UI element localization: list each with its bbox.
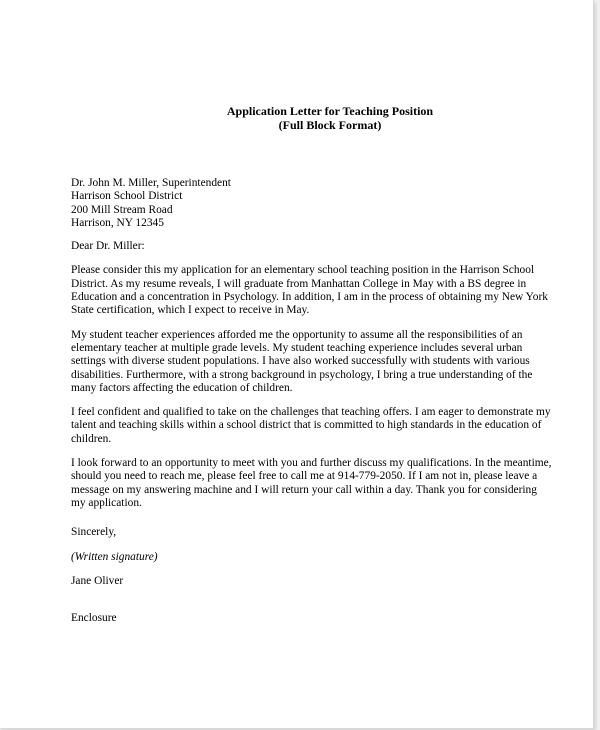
paragraph-line: State certification, which I expect to receive in May. xyxy=(71,304,310,317)
paragraph-line: should you need to reach me, please feel free to call me at 914-779-2050. If I am not in, please leave a xyxy=(71,470,538,483)
paragraph-line: disabilities. Furthermore, with a strong background in psychology, I bring a true understanding of the xyxy=(71,368,533,381)
paragraph-line: Education and a concentration in Psychology. In addition, I am in the process of obtaining my New York xyxy=(71,291,548,304)
paragraph-line: I look forward to an opportunity to meet with you and further discuss my qualifications. In the meantime, xyxy=(71,457,552,470)
paragraph-line: District. As my resume reveals, I will graduate from Manhattan College in May with a BS degree in xyxy=(71,277,527,290)
enclosure-note: Enclosure xyxy=(71,612,117,625)
paragraph-3 xyxy=(71,406,551,446)
letter-subtitle: (Full Block Format) xyxy=(278,118,382,132)
recipient-line: 200 Mill Stream Road xyxy=(71,203,173,216)
letter-body xyxy=(71,104,552,625)
sender-name: Jane Oliver xyxy=(71,574,124,587)
paragraph-line: children. xyxy=(71,432,112,445)
signature-placeholder: (Written signature) xyxy=(71,550,158,563)
paragraph-line: elementary teacher at multiple grade levels. My student teaching experience includes several urban xyxy=(71,341,523,354)
paragraph-line: Please consider this my application for an elementary school teaching position in the Harrison School xyxy=(71,264,535,277)
closing: Sincerely, xyxy=(71,526,117,539)
paragraph-line: my application. xyxy=(71,496,142,509)
paragraph-line: My student teacher experiences afforded me the opportunity to assume all the responsibilities of an xyxy=(71,328,523,341)
paragraph-line: message on my answering machine and I will return your call within a day. Thank you for considering xyxy=(71,483,537,496)
recipient-line: Dr. John M. Miller, Superintendent xyxy=(71,177,231,189)
recipient-line: Harrison School District xyxy=(71,190,183,203)
paragraph-line: settings with diverse student populations. I have also worked successfully with students with various xyxy=(71,355,530,368)
salutation: Dear Dr. Miller: xyxy=(71,240,145,253)
paragraph-line: talent and teaching skills within a school district that is committed to high standards in the education of xyxy=(71,419,542,432)
paragraph-line: many factors affecting the education of children. xyxy=(71,381,293,394)
letter-heading xyxy=(71,104,541,132)
letter-title: Application Letter for Teaching Position xyxy=(226,104,434,118)
recipient-address xyxy=(71,177,541,230)
paragraph-line: I feel confident and qualified to take on the challenges that teaching offers. I am eager to demonstrate my xyxy=(71,406,551,419)
paragraph-2 xyxy=(71,329,541,395)
recipient-line: Harrison, NY 12345 xyxy=(71,216,164,229)
paragraph-4 xyxy=(71,457,552,510)
paragraph-1 xyxy=(71,264,548,317)
